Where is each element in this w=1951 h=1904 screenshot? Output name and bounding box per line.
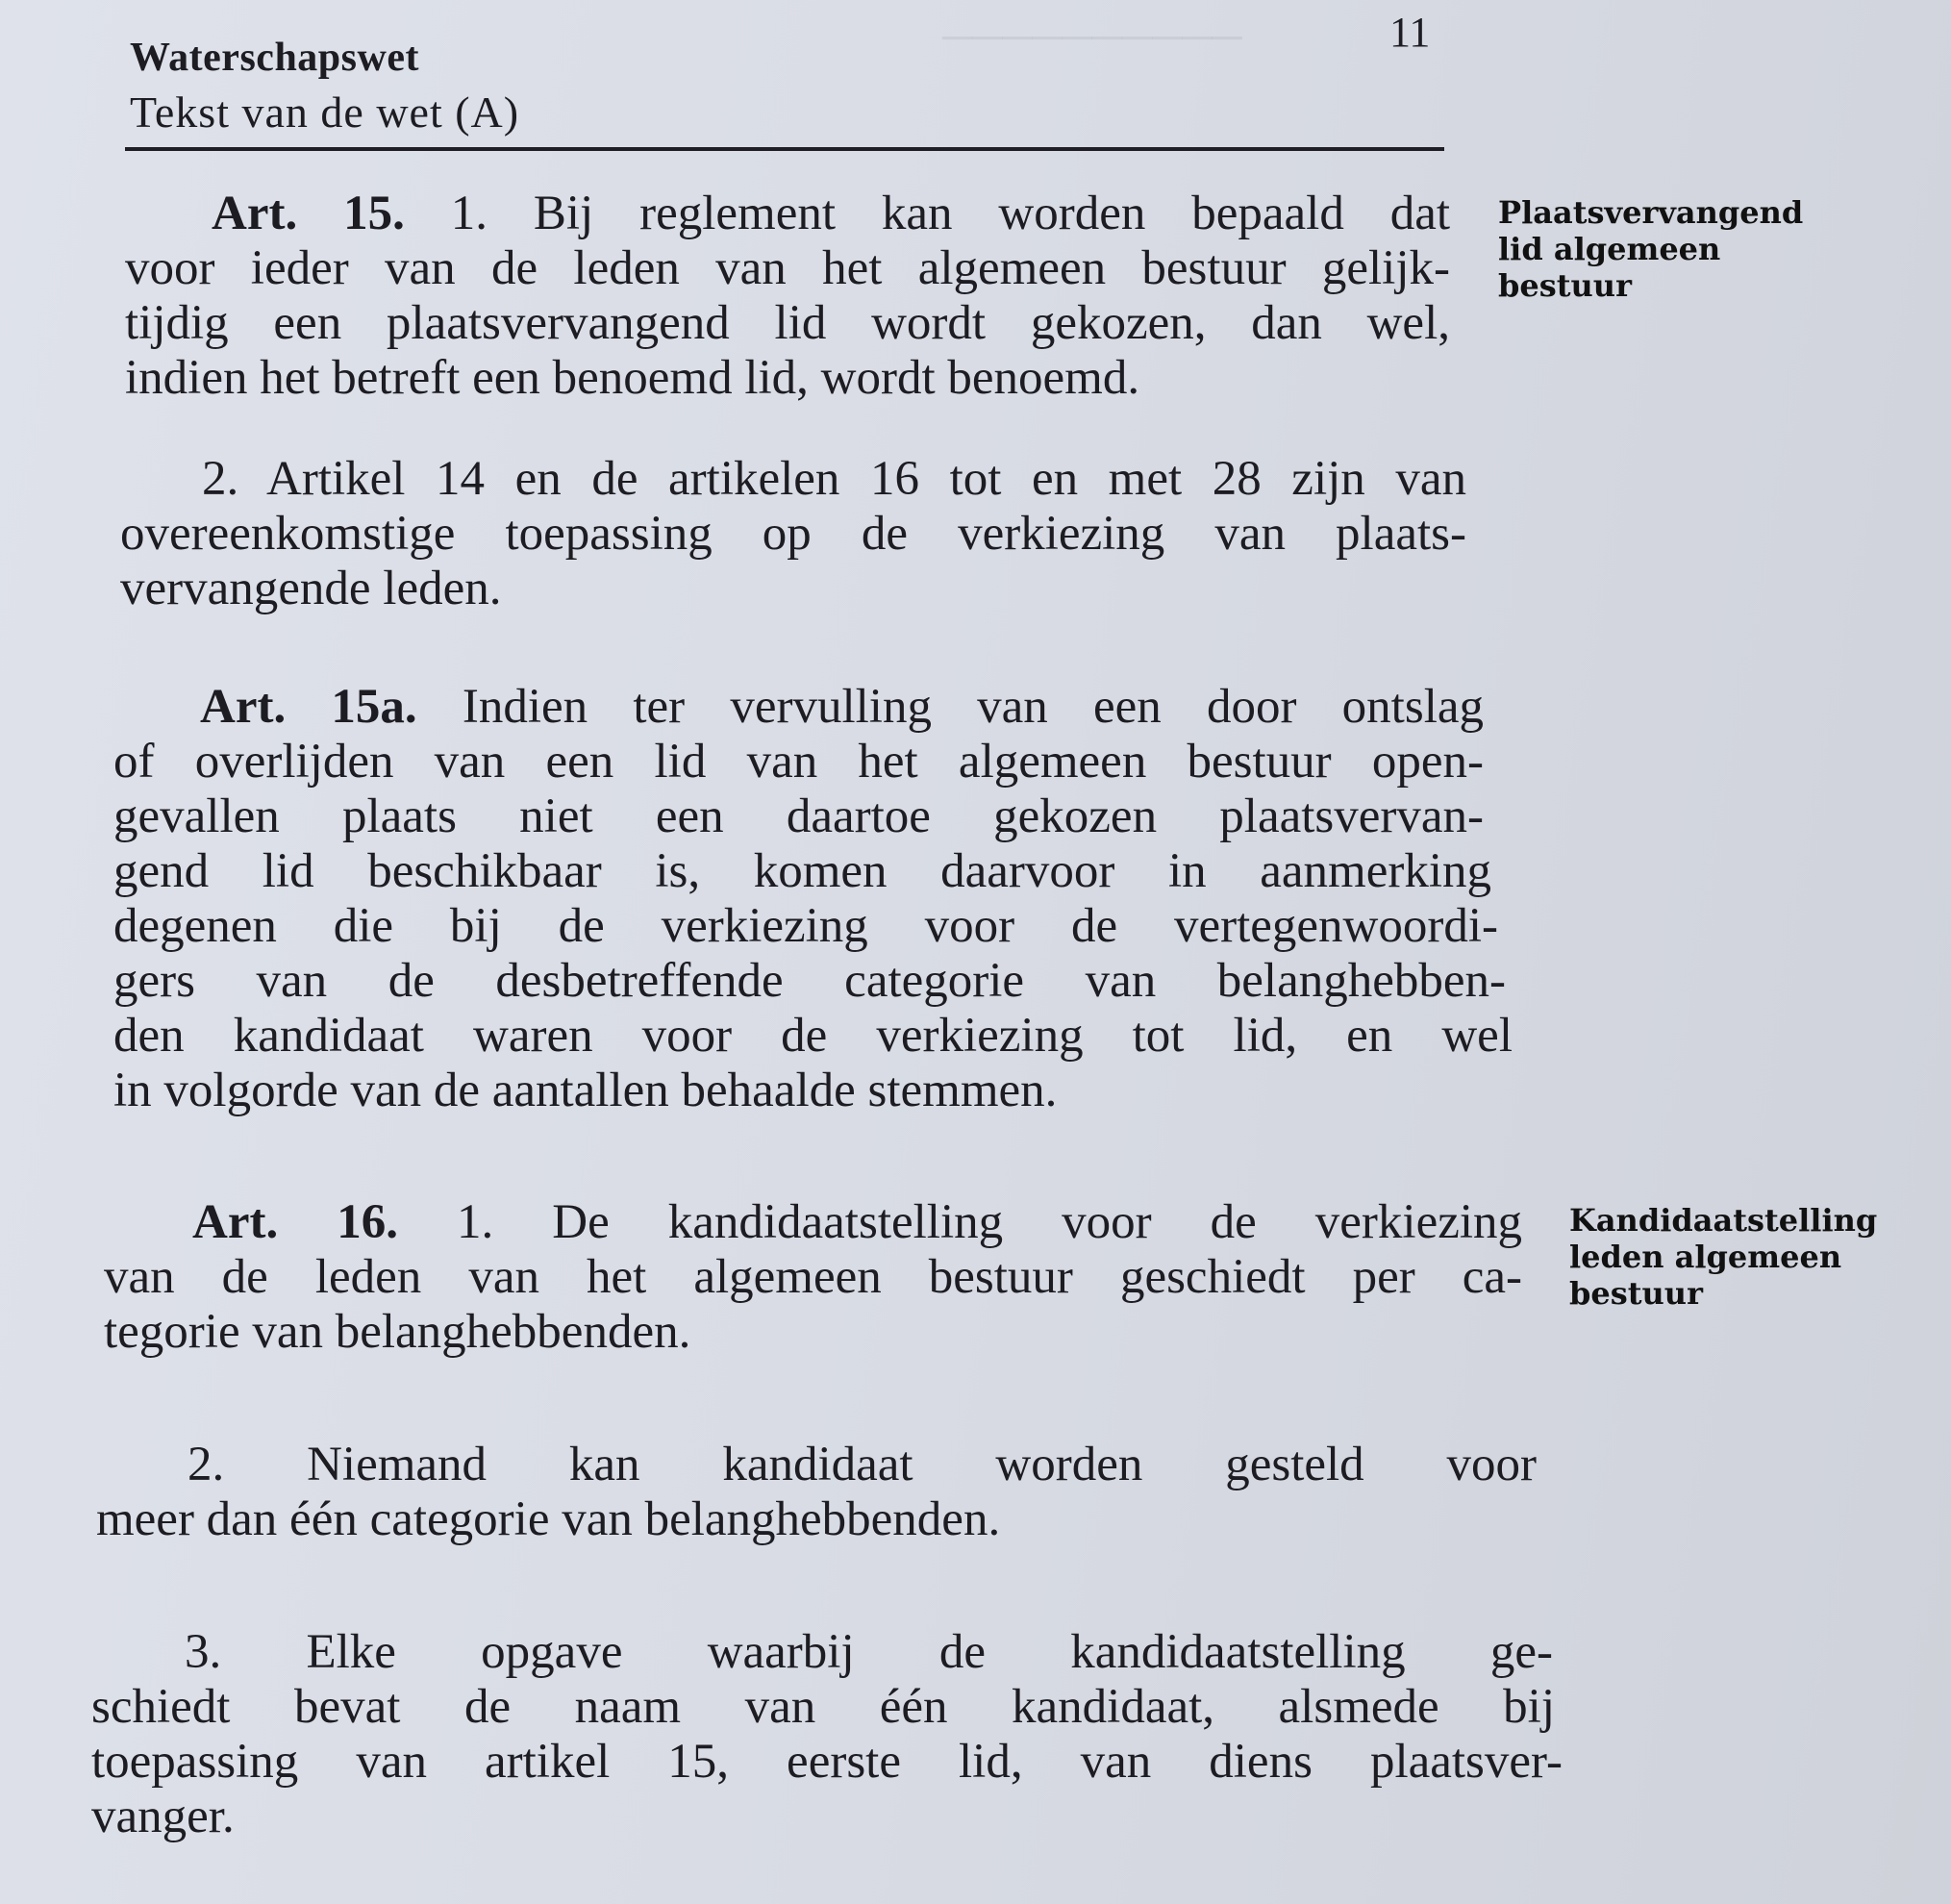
article-16-paragraph-2 [96, 1438, 1537, 1547]
paragraph-line: vervangende leden. [120, 562, 502, 615]
paragraph-line: in volgorde van de aantallen behaalde stemmen. [113, 1064, 1058, 1117]
article-16-paragraph-3 [91, 1625, 1563, 1844]
paragraph-line: Art. 15a. Indien ter vervulling van een door ontslag [200, 680, 1484, 734]
paragraph-line: gevallen plaats niet een daartoe gekozen plaatsvervan- [113, 789, 1484, 843]
header-divider [125, 147, 1444, 151]
article-15-paragraph-1 [125, 187, 1450, 406]
article-15a [113, 680, 1513, 1118]
paragraph-number: 1. [456, 1195, 494, 1249]
article-label: Art. 15. [212, 187, 405, 240]
paragraph-line: 2. Artikel 14 en de artikelen 16 tot en met 28 zijn van [202, 452, 1466, 506]
paragraph-line: voor ieder van de leden van het algemeen bestuur gelijk- [125, 241, 1450, 295]
article-label: Art. 16. [192, 1195, 398, 1249]
paragraph-line: overeenkomstige toepassing op de verkiezing van plaats- [120, 507, 1466, 561]
paragraph-line: of overlijden van een lid van het algemeen bestuur open- [113, 735, 1484, 789]
running-header-title: Waterschapswet [130, 36, 419, 80]
paragraph-line: Art. 16. 1. De kandidaatstelling voor de verkiezing [192, 1195, 1523, 1249]
page-number: 11 [1389, 9, 1431, 56]
paragraph-line: toepassing van artikel 15, eerste lid, van diens plaatsver- [91, 1735, 1563, 1789]
paragraph-line: tegorie van belanghebbenden. [104, 1305, 691, 1359]
paragraph-line: schiedt bevat de naam van één kandidaat, alsmede bij [91, 1680, 1555, 1734]
paragraph-line: gers van de desbetreffende categorie van belanghebben- [113, 954, 1506, 1008]
running-header-subtitle: Tekst van de wet (A) [130, 88, 520, 137]
paragraph-line: den kandidaat waren voor de verkiezing tot lid, en wel [113, 1009, 1513, 1063]
paragraph-line: 2. Niemand kan kandidaat worden gesteld voor [188, 1438, 1537, 1491]
show-through-texture: ────────── [942, 13, 1242, 61]
paragraph-line: tijdig een plaatsvervangend lid wordt gekozen, dan wel, [125, 296, 1450, 350]
margin-note-plaatsvervangend: Plaatsvervangend lid algemeen bestuur [1498, 194, 1804, 304]
paragraph-line: vanger. [91, 1790, 235, 1843]
paragraph-line: 3. Elke opgave waarbij de kandidaatstelling ge- [185, 1625, 1553, 1679]
paragraph-line: meer dan één categorie van belanghebbenden. [96, 1492, 1001, 1546]
article-16-paragraph-1 [104, 1195, 1522, 1360]
paragraph-line: Art. 15. 1. Bij reglement kan worden bepaald dat [212, 187, 1451, 240]
article-label: Art. 15a. [200, 680, 417, 734]
paragraph-line: van de leden van het algemeen bestuur geschiedt per ca- [104, 1250, 1522, 1304]
paragraph-number: 1. [450, 187, 488, 240]
margin-note-kandidaatstelling: Kandidaatstelling leden algemeen bestuur [1569, 1202, 1878, 1312]
article-15-paragraph-2 [120, 452, 1466, 616]
paragraph-line: gend lid beschikbaar is, komen daarvoor in aanmerking [113, 844, 1491, 898]
paragraph-line: degenen die bij de verkiezing voor de vertegenwoordi- [113, 899, 1498, 953]
paragraph-line: indien het betreft een benoemd lid, wordt benoemd. [125, 351, 1140, 405]
